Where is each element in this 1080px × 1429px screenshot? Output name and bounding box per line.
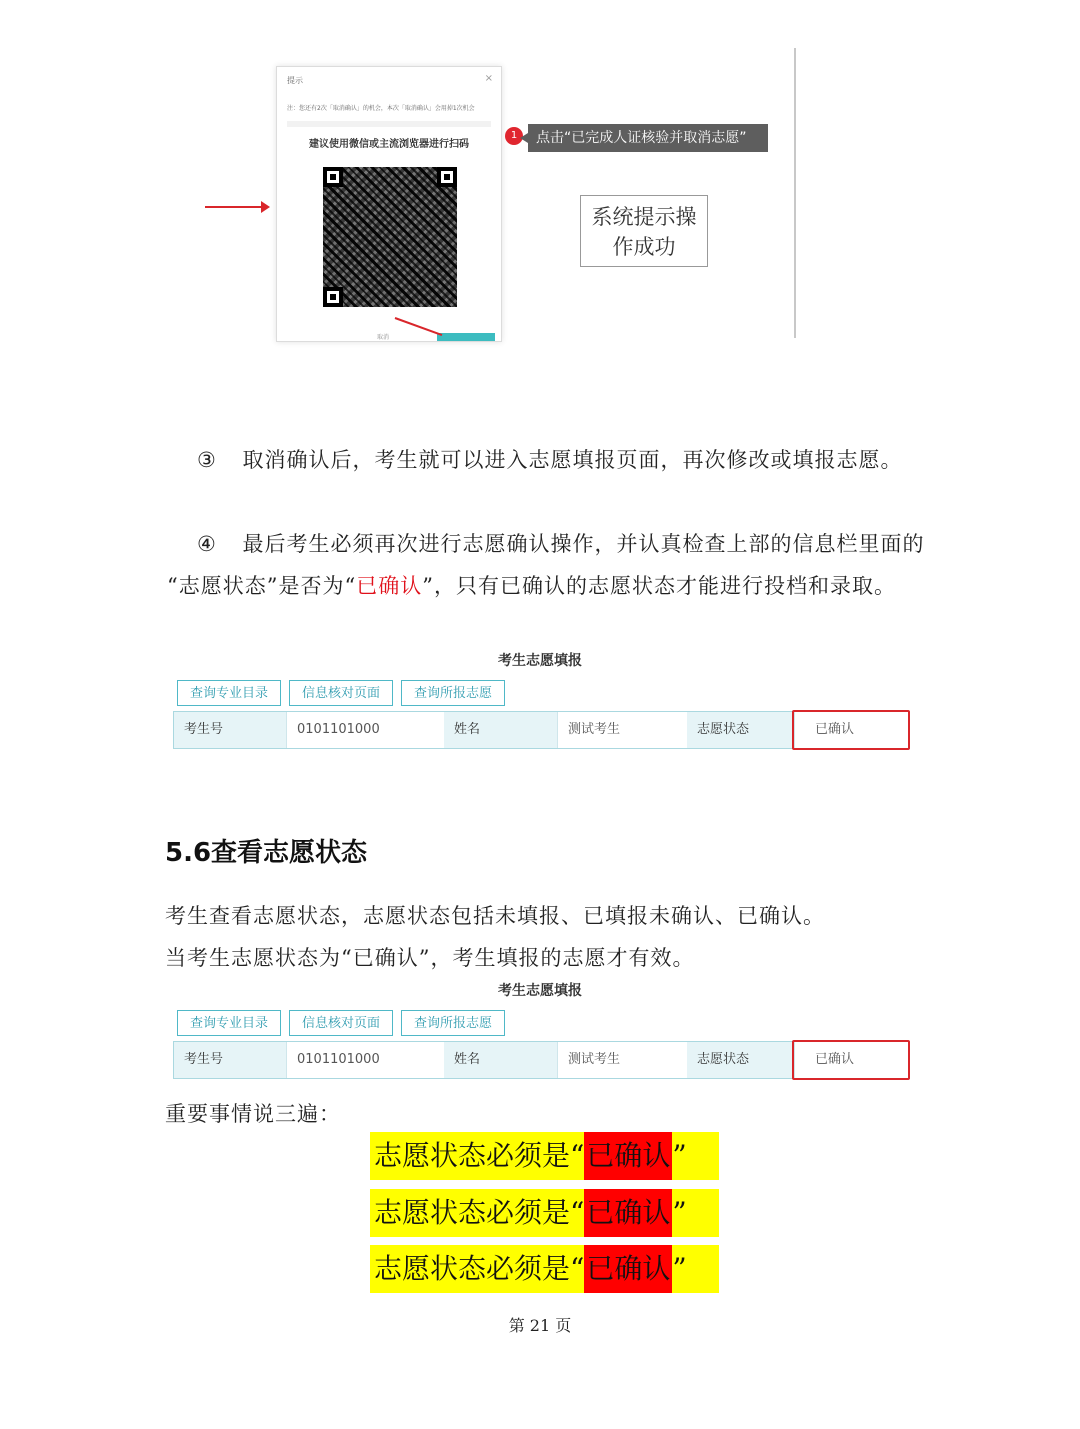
- qr-finder-pattern: [323, 287, 343, 307]
- section-line-3: 重要事情说三遍：: [165, 1102, 341, 1126]
- name-label: 姓名: [444, 1042, 557, 1078]
- system-message-line: 作成功: [612, 235, 676, 259]
- qr-finder-pattern: [323, 167, 343, 187]
- emphasis-banner: [370, 1245, 719, 1293]
- info-check-page-button[interactable]: 信息核对页面: [289, 680, 393, 706]
- name-value: 测试考生: [557, 712, 687, 748]
- paragraph-text: ”，只有已确认的志愿状态才能进行投档和录取。: [422, 574, 896, 598]
- info-check-page-button[interactable]: 信息核对页面: [289, 1010, 393, 1036]
- banner-highlight: 已确认: [584, 1189, 672, 1237]
- banner-text: 志愿状态必须是“: [374, 1196, 585, 1229]
- system-message-line: 系统提示操: [591, 205, 697, 229]
- dialog-confirm-button[interactable]: [437, 333, 495, 341]
- list-marker: ③: [197, 448, 217, 472]
- qr-code-icon: [323, 167, 457, 307]
- status-label: 志愿状态: [687, 1042, 794, 1078]
- status-value: 已确认: [794, 712, 909, 748]
- banner-text: 志愿状态必须是“: [374, 1139, 585, 1172]
- arrow-head-icon: [261, 201, 270, 213]
- query-major-catalog-button[interactable]: 查询专业目录: [177, 1010, 281, 1036]
- form-title: 考生志愿填报: [498, 653, 582, 669]
- confirmed-emphasis: 已确认: [356, 574, 423, 598]
- banner-text: ”: [672, 1139, 687, 1172]
- status-highlight-box: [792, 710, 910, 750]
- emphasis-banner: [370, 1189, 719, 1237]
- section-line-1: 考生查看志愿状态，志愿状态包括未填报、已填报未确认、已确认。: [165, 904, 825, 928]
- banner-text: 志愿状态必须是“: [374, 1252, 585, 1285]
- query-applied-choices-button[interactable]: 查询所报志愿: [401, 1010, 505, 1036]
- list-marker: ④: [197, 532, 217, 556]
- step-number-badge: 1: [505, 127, 523, 145]
- paragraph-text: “志愿状态”是否为“: [167, 574, 357, 598]
- paragraph-text: 取消确认后，考生就可以进入志愿填报页面，再次修改或填报志愿。: [242, 448, 903, 472]
- banner-highlight: 已确认: [584, 1132, 672, 1180]
- candidate-id-label: 考生号: [174, 712, 286, 748]
- section-heading: 5.6查看志愿状态: [165, 838, 368, 868]
- paragraph-4-line1: [197, 528, 925, 558]
- banner-text: ”: [672, 1196, 687, 1229]
- section-line-2: 当考生志愿状态为“已确认”，考生填报的志愿才有效。: [165, 946, 695, 970]
- query-applied-choices-button[interactable]: 查询所报志愿: [401, 680, 505, 706]
- emphasis-banner: [370, 1132, 719, 1180]
- query-major-catalog-button[interactable]: 查询专业目录: [177, 680, 281, 706]
- candidate-id-label: 考生号: [174, 1042, 286, 1078]
- candidate-id-value: 0101101000: [286, 712, 444, 748]
- candidate-id-value: 0101101000: [286, 1042, 444, 1078]
- banner-highlight: 已确认: [584, 1245, 672, 1293]
- status-value: 已确认: [794, 1042, 909, 1078]
- close-icon[interactable]: ×: [484, 73, 493, 84]
- status-highlight-box: [792, 1040, 910, 1080]
- name-label: 姓名: [444, 712, 557, 748]
- dialog-cancel-button[interactable]: 取消: [377, 334, 390, 341]
- dialog-heading: 建议使用微信或主流浏览器进行扫码: [309, 139, 469, 150]
- arrow-icon: [395, 317, 443, 336]
- dialog-divider: [287, 121, 491, 127]
- status-label: 志愿状态: [687, 712, 794, 748]
- paragraph-3: [197, 444, 903, 474]
- system-message-box: [580, 195, 708, 267]
- name-value: 测试考生: [557, 1042, 687, 1078]
- paragraph-text: 最后考生必须再次进行志愿确认操作，并认真检查上部的信息栏里面的: [242, 532, 925, 556]
- vertical-divider: [794, 48, 796, 338]
- form-title: 考生志愿填报: [498, 983, 582, 999]
- dialog-note: 注：您还有2次「取消确认」的机会，本次「取消确认」会用掉1次机会: [287, 105, 475, 112]
- arrow-icon: [205, 206, 263, 208]
- banner-text: ”: [672, 1252, 687, 1285]
- dialog-title: 提示: [287, 76, 303, 85]
- step-instruction-label: 点击“已完成人证核验并取消志愿”: [528, 124, 768, 152]
- page-number: 第 21 页: [508, 1316, 572, 1335]
- qr-dialog: [276, 66, 502, 342]
- paragraph-4-line2: [167, 570, 896, 600]
- qr-finder-pattern: [437, 167, 457, 187]
